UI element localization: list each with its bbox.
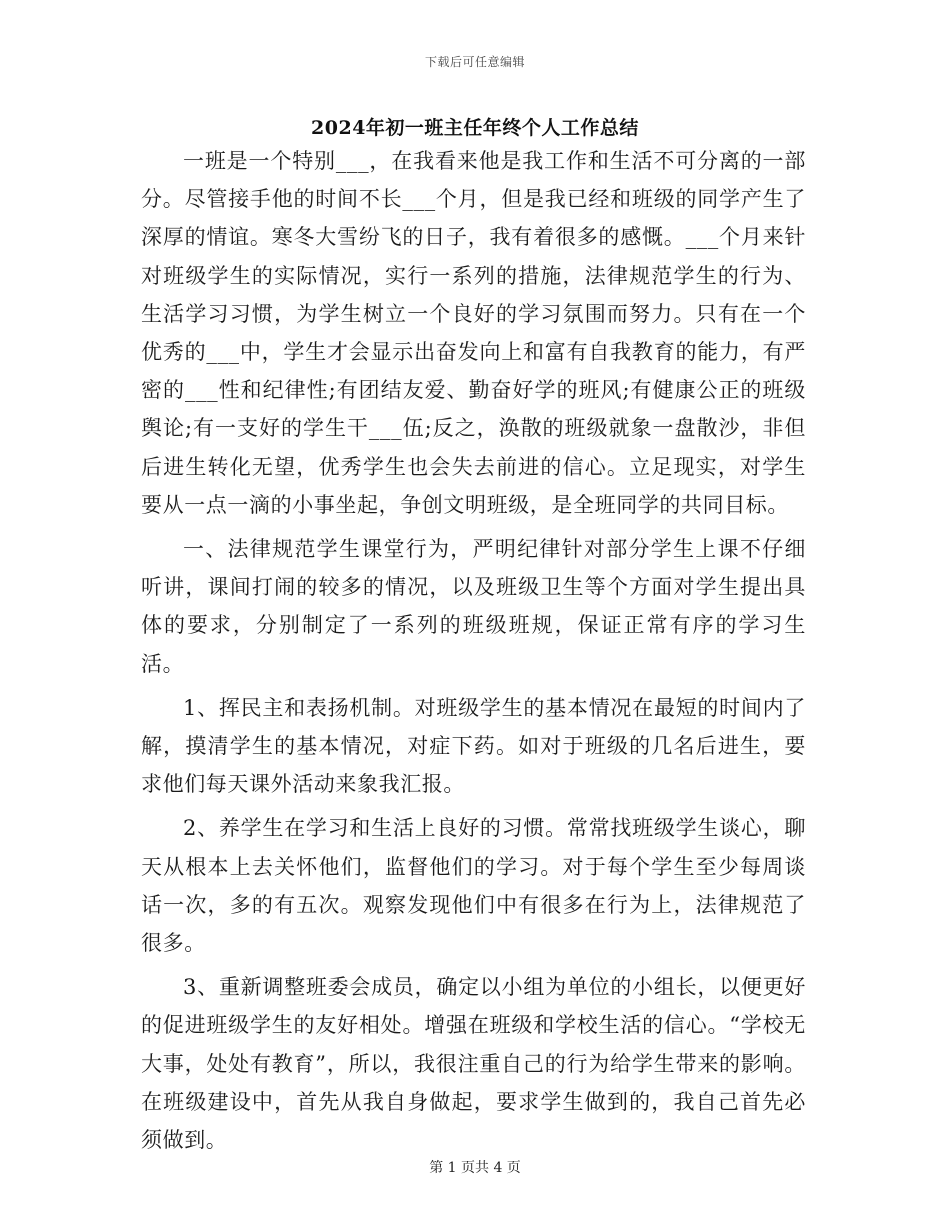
paragraph-item-1: 1、挥民主和表扬机制。对班级学生的基本情况在最短的时间内了解，摸清学生的基本情况，对症下药。如对于班级的几名后进生，要求他们每天课外活动来象我汇报。 <box>141 695 806 797</box>
paragraph-intro: 一班是一个特别___，在我看来他是我工作和生活不可分离的一部分。尽管接手他的时间不长___个月，但是我已经和班级的同学产生了深厚的情谊。寒冬大雪纷飞的日子，我有着很多的感慨。___个月来针对班级学生的实际情况，实行一系列的措施，法律规范学生的行为、生活学习习惯，为学生树立一个良好的学习氛围而努力。只有在一个优秀的___中，学生才会显示出奋发向上和富有自我教育的能力，有严密的___性和纪律性;有团结友爱、勤奋好学的班风;有健康公正的班级舆论;有一支好的学生干___伍;反之，涣散的班级就象一盘散沙，非但后进生转化无望，优秀学生也会失去前进的信心。立足现实，对学生要从一点一滴的小事坐起，争创文明班级，是全班同学的共同目标。 <box>141 149 806 517</box>
page-number-footer: 第 1 页共 4 页 <box>429 1160 521 1176</box>
header-note: 下载后可任意编辑 <box>424 55 525 69</box>
paragraph-section-one: 一、法律规范学生课堂行为，严明纪律针对部分学生上课不仔细听讲，课间打闹的较多的情况，以及班级卫生等个方面对学生提出具体的要求，分别制定了一系列的班级班规，保证正常有序的学习生活。 <box>141 537 806 676</box>
paragraph-item-3: 3、重新调整班委会成员，确定以小组为单位的小组长，以便更好的促进班级学生的友好相处。增强在班级和学校生活的信心。“学校无大事，处处有教育”，所以，我很注重自己的行为给学生带来的影响。在班级建设中，首先从我自身做起，要求学生做到的，我自己首先必须做到。 <box>141 975 806 1153</box>
document-body <box>141 142 806 1165</box>
paragraph-item-2: 2、养学生在学习和生活上良好的习惯。常常找班级学生谈心，聊天从根本上去关怀他们，监督他们的学习。对于每个学生至少每周谈话一次，多的有五次。观察发现他们中有很多在行为上，法律规范了很多。 <box>141 816 806 956</box>
document-title: 2024年初一班主任年终个人工作总结 <box>311 117 639 139</box>
